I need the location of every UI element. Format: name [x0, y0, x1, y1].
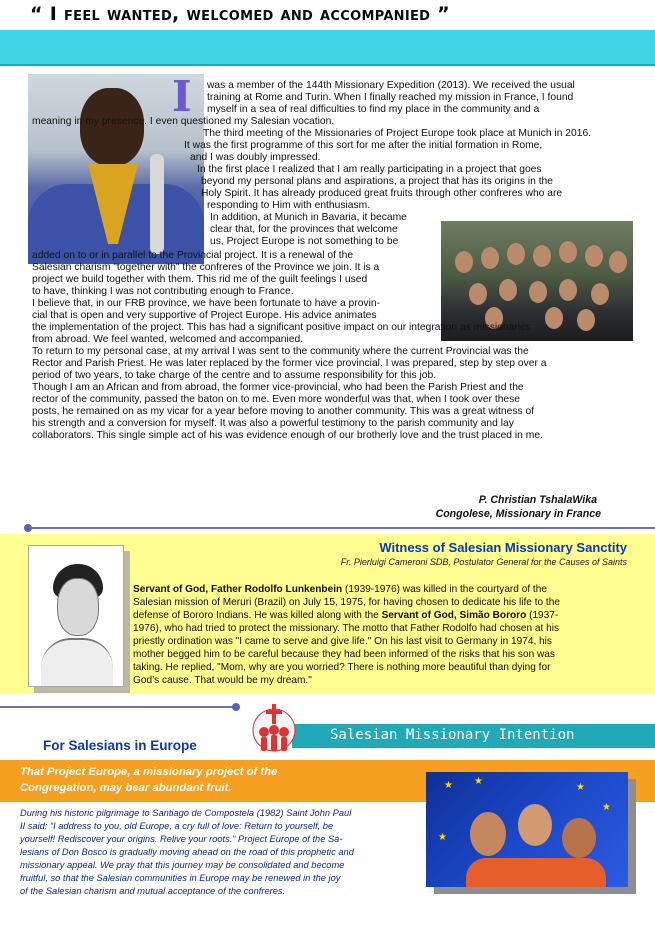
article-line: Rector and Parish Priest. He was later replaced by the former vice provincial. I was prepared, step by step over a [32, 358, 547, 369]
article-line: responding to Him with enthusiasm. [207, 200, 371, 211]
witness-title: Witness of Salesian Missionary Sanctity [379, 540, 627, 555]
signature-role: Congolese, Missionary in France [435, 508, 601, 520]
intention-line: missionary appeal. We pray that this journey may be consolidated and become [20, 860, 345, 870]
intention-line: II said: “I address to you, old Europe, a cry full of love: Return to yourself, be [20, 821, 334, 831]
article-line: and I was doubly impressed. [190, 152, 321, 163]
witness-line: 1976), who had tried to protect the missionary. The motto that Father Rodolfo had chosen at his [133, 623, 560, 634]
article-line: clear that, for the provinces that welcome [210, 224, 398, 235]
intention-headline: Congregation, may bear abundant fruit. [20, 782, 232, 794]
article-line: was a member of the 144th Missionary Expedition (2013). We received the usual [207, 80, 575, 91]
article-line: The third meeting of the Missionaries of Project Europe took place at Munich in 2016. [203, 128, 592, 139]
witness-line: taking. He replied, "Mom, why are you worried? There is nothing more beautiful than dying for [133, 662, 551, 673]
article-line: cial that is open and very supportive of Project Europe. His advice animates [32, 310, 377, 321]
article-line: Though I am an African and from abroad, the former vice-provincial, who had been the Parish Priest and the [32, 382, 524, 393]
article-line: from abroad. We feel wanted, welcomed and accompanied. [32, 334, 304, 345]
portrait-photo [28, 545, 124, 687]
europe-flag-photo: ★ ★ ★ ★ ★ [426, 772, 628, 887]
article-line: I believe that, in our FRB province, we have been fortunate to have a provin- [32, 298, 381, 309]
witness-line: God’s cause. That would be my dream." [133, 675, 312, 686]
article-line: Salesian charism "together with" the confreres of the Province we join. It is a [32, 262, 380, 273]
article-line: rector of the community, passed the baton on to me. Even more wonderful was that, when I took over these [32, 394, 521, 405]
article-line: to have, thinking I was not contributing enough to France. [32, 286, 294, 297]
intention-line: lesians of Don Bosco is gradually moving ahead on the road of this prophetic and [20, 847, 354, 857]
article-line: the implementation of the project. This has had a significant positive impact on our integration as missionaries [32, 322, 531, 333]
article-line: posts, he remained on as my vicar for a year before moving to another community. This was a great witness of [32, 406, 535, 417]
article-line: training at Rome and Turin. When I finally reached my mission in France, I found [207, 92, 574, 103]
article-line: us, Project Europe is not something to be [210, 236, 399, 247]
article-line: project we build together with them. This rid me of the guilt feelings I used [32, 274, 368, 285]
witness-line: defense of Bororo Indians. He was killed along with the Servant of God, Simão Bororo (1937- [133, 610, 559, 621]
article-line: It was the first programme of this sort for me after the initial formation in Rome, [184, 140, 543, 151]
article-line: In addition, at Munich in Bavaria, it became [210, 212, 407, 223]
witness-line: priestly ordination was "I came to serve and give life." On his last visit to Germany in 1974, his [133, 636, 552, 647]
witness-line: mother begged him to be careful because they had been informed of the risks that his son was [133, 649, 555, 660]
intention-line: During his historic pilgrimage to Santiago de Compostela (1982) Saint John Paul [20, 808, 352, 818]
article-line: In the first place I realized that I am really participating in a project that goes [197, 164, 542, 175]
article-line: meaning in my presence. I even questioned my Salesian vocation. [32, 116, 335, 127]
article-line: period of two years, to take charge of the centre and to assume responsibility for this job. [32, 370, 437, 381]
salesian-logo-icon [252, 700, 296, 760]
article-line: beyond my personal plans and aspirations, a project that has its origins in the [201, 176, 554, 187]
divider-dot [232, 703, 240, 711]
article-line: collaborators. This single simple act of his was evidence enough of our brotherly love and the trust placed in me. [32, 430, 543, 441]
intention-line: of the Salesian charism and mutual acceptance of the confreres. [20, 886, 286, 896]
witness-subtitle: Fr. Pierluigi Cameroni SDB, Postulator General for the Causes of Saints [340, 557, 627, 567]
intention-line: fruitful, so that the Salesian communities in Europe may be renewed in the joy [20, 873, 341, 883]
drop-cap: I [172, 72, 192, 121]
divider-line [0, 706, 236, 708]
intention-line: yourself! Rediscover your origins. Relive your roots.” Project Europe of the Sa- [20, 834, 343, 844]
header-bar [0, 30, 655, 66]
signature-name: P. Christian TshalaWika [478, 494, 597, 506]
intention-label: Salesian Missionary Intention [330, 727, 575, 743]
witness-line: Salesian mission of Meruri (Brazil) on July 15, 1975, for having chosen to dedicate his life to the [133, 597, 560, 608]
divider-line [30, 527, 655, 529]
article-line: added on to or in parallel to the Provincial project. It is a renewal of the [32, 250, 354, 261]
article-line: Holy Spirit. It has already produced great fruits through other confreres who are [201, 188, 563, 199]
article-line: myself in a sea of real difficulties to find my place in the community and a [207, 104, 540, 115]
article-line: To return to my personal case, at my arrival I was sent to the community where the current Provincial was the [32, 346, 529, 357]
article-line: his strength and a conversion for myself. It was also a powerful testimony to the parish community and lay [32, 418, 514, 429]
witness-line: Servant of God, Father Rodolfo Lunkenbein (1939-1976) was killed in the courtyard of the [133, 584, 547, 595]
page-title: “ I feel wanted, welcomed and accompanied ” [30, 3, 450, 25]
intention-headline: That Project Europe, a missionary project of the [20, 766, 278, 778]
intention-for-label: For Salesians in Europe [43, 738, 197, 753]
